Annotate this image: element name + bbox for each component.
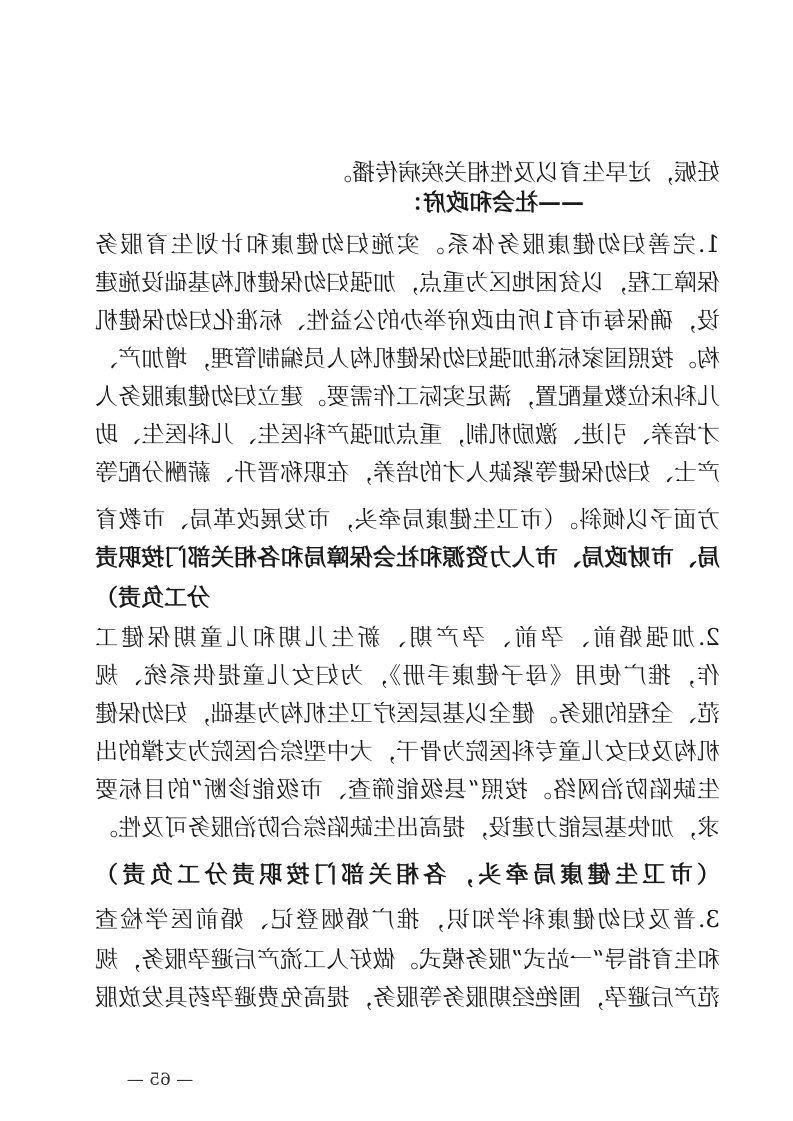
text-line-14: 范、全程的服务。健全以基层医疗卫生机构为基础，妇幼保健 (95, 701, 720, 727)
text-line-16: 生缺陷防治网络。按照“县级能筛查、市级能诊断”的目标要 (95, 777, 720, 803)
text-line-17: 求，加快基层能力建设，提高出生缺陷综合防治服务可及性。 (95, 815, 720, 841)
text-line-18: （市卫生健康局牵头，各相关部门按职责分工负责） (95, 861, 720, 888)
page-number: — 65 — (126, 1070, 194, 1090)
text-line-4: 设，确保每市有1所由政府举办的公益性、标准化妇幼保健机 (95, 308, 720, 334)
text-line-21: 范产后避孕，围绝经期服务等服务，提高免费避孕药具发放服 (95, 985, 720, 1011)
text-line-20: 和生育指导“一站式”服务模式。做好人工流产后避孕服务，规 (95, 947, 720, 973)
text-line-2: 1.完善妇幼健康服务体系。实施妇幼健康和计划生育服务 (95, 232, 720, 258)
text-line-5: 构。按照国家标准加强妇幼保健机构人员编制管理，增加产、 (95, 346, 720, 372)
text-line-15: 机构及妇女儿童专科医院为骨干，大中型综合医院为支撑的出 (95, 739, 720, 765)
text-line-7: 才培养、引进、激励机制，重点加强产科医生、儿科医生、助 (95, 422, 720, 448)
text-line-9: 方面予以倾斜。（市卫生健康局牵头，市发展改革局、市教育 (95, 507, 720, 533)
section-heading: ——社会和政府： (400, 189, 584, 216)
text-line-12: 2.加强婚前、孕前、孕产期、新生儿期和儿童期保健工 (95, 625, 720, 651)
text-line-8: 产士、妇幼保健等紧缺人才的培养，在职称晋升、薪酬分配等 (95, 460, 720, 486)
text-line-19: 3.普及妇幼健康科学知识，推广婚姻登记、婚前医学检查 (95, 907, 720, 933)
text-line-13: 作，推广使用《母子健康手册》，为妇女儿童提供系统、规 (95, 663, 720, 689)
text-line-3: 保障工程，以贫困地区为重点，加强妇幼保健机构基础设施建 (95, 270, 720, 296)
text-line-10: 局、市财政局、市人力资源和社会保障局和各相关部门按职责 (95, 544, 720, 571)
text-line-1: 妊娠，过早生育以及性相关疾病传播。 (329, 160, 720, 186)
text-line-11: 分工负责） (95, 584, 210, 611)
text-line-6: 儿科床位数量配置，满足实际工作需要。建立妇幼健康服务人 (95, 384, 720, 410)
